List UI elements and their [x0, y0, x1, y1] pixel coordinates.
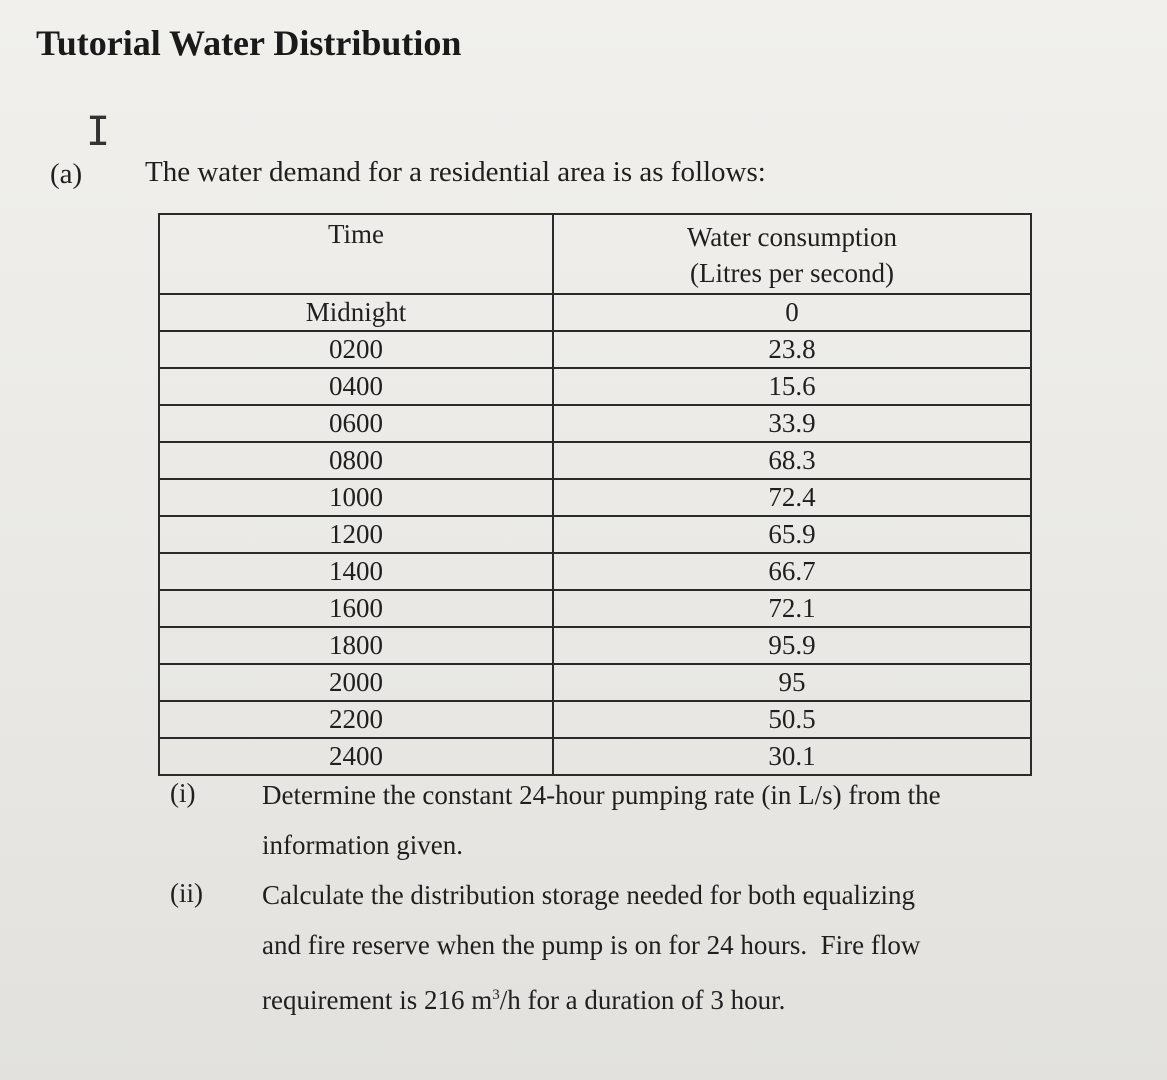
water-header-line2: (Litres per second)	[690, 258, 894, 288]
table-body	[159, 294, 1031, 775]
time-cell: 1600	[159, 590, 553, 627]
time-cell: 1400	[159, 553, 553, 590]
water-demand-table	[158, 213, 1032, 776]
water-column-header	[553, 214, 1031, 294]
page-title: Tutorial Water Distribution	[36, 23, 462, 63]
table-row	[159, 516, 1031, 553]
time-column-header: Time	[159, 214, 553, 294]
water-cell: 15.6	[553, 368, 1031, 405]
intro-text: The water demand for a residential area is as follows:	[145, 156, 766, 188]
question-ii-line1: Calculate the distribution storage needed for both equalizing	[262, 880, 916, 910]
time-cell: 1800	[159, 627, 553, 664]
table-row	[159, 442, 1031, 479]
time-cell: 2400	[159, 738, 553, 775]
question-i-line1: Determine the constant 24-hour pumping rate (in L/s) from the	[262, 780, 941, 810]
time-cell: Midnight	[159, 294, 553, 331]
question-i-text	[262, 770, 1042, 870]
water-cell: 72.1	[553, 590, 1031, 627]
time-cell: 2200	[159, 701, 553, 738]
question-i-number: (i)	[170, 778, 196, 808]
table-header-row	[159, 214, 1031, 294]
table-row	[159, 294, 1031, 331]
time-cell: 1000	[159, 479, 553, 516]
time-cell: 1200	[159, 516, 553, 553]
time-cell: 0400	[159, 368, 553, 405]
water-cell: 23.8	[553, 331, 1031, 368]
water-cell: 66.7	[553, 553, 1031, 590]
table-row	[159, 331, 1031, 368]
table-row	[159, 701, 1031, 738]
cubic-superscript: 3	[492, 987, 500, 1003]
question-ii-line2: and fire reserve when the pump is on for 24 hours. Fire flow	[262, 930, 921, 960]
table-row	[159, 590, 1031, 627]
question-i-line2: information given.	[262, 830, 463, 860]
water-cell: 95	[553, 664, 1031, 701]
time-cell: 0600	[159, 405, 553, 442]
water-cell: 30.1	[553, 738, 1031, 775]
water-cell: 72.4	[553, 479, 1031, 516]
time-cell: 0200	[159, 331, 553, 368]
question-ii-line3-post: /h for a duration of 3 hour.	[499, 985, 786, 1015]
time-cell: 2000	[159, 664, 553, 701]
water-cell: 50.5	[553, 701, 1031, 738]
table-row	[159, 368, 1031, 405]
water-header-line1: Water consumption	[686, 222, 898, 252]
table-row	[159, 479, 1031, 516]
table-row	[159, 553, 1031, 590]
water-cell: 0	[553, 294, 1031, 331]
question-ii-line3-pre: requirement is 216 m	[262, 985, 493, 1015]
question-ii-text	[262, 870, 1042, 1025]
table-row	[159, 664, 1031, 701]
question-ii-number: (ii)	[170, 878, 203, 908]
water-cell: 65.9	[553, 516, 1031, 553]
part-label: (a)	[50, 158, 83, 190]
water-cell: 33.9	[553, 405, 1031, 442]
table-row	[159, 405, 1031, 442]
text-cursor-icon: I	[86, 109, 111, 155]
table-row	[159, 627, 1031, 664]
water-cell: 68.3	[553, 442, 1031, 479]
question-ii-line3	[262, 970, 1042, 1025]
water-cell: 95.9	[553, 627, 1031, 664]
time-cell: 0800	[159, 442, 553, 479]
